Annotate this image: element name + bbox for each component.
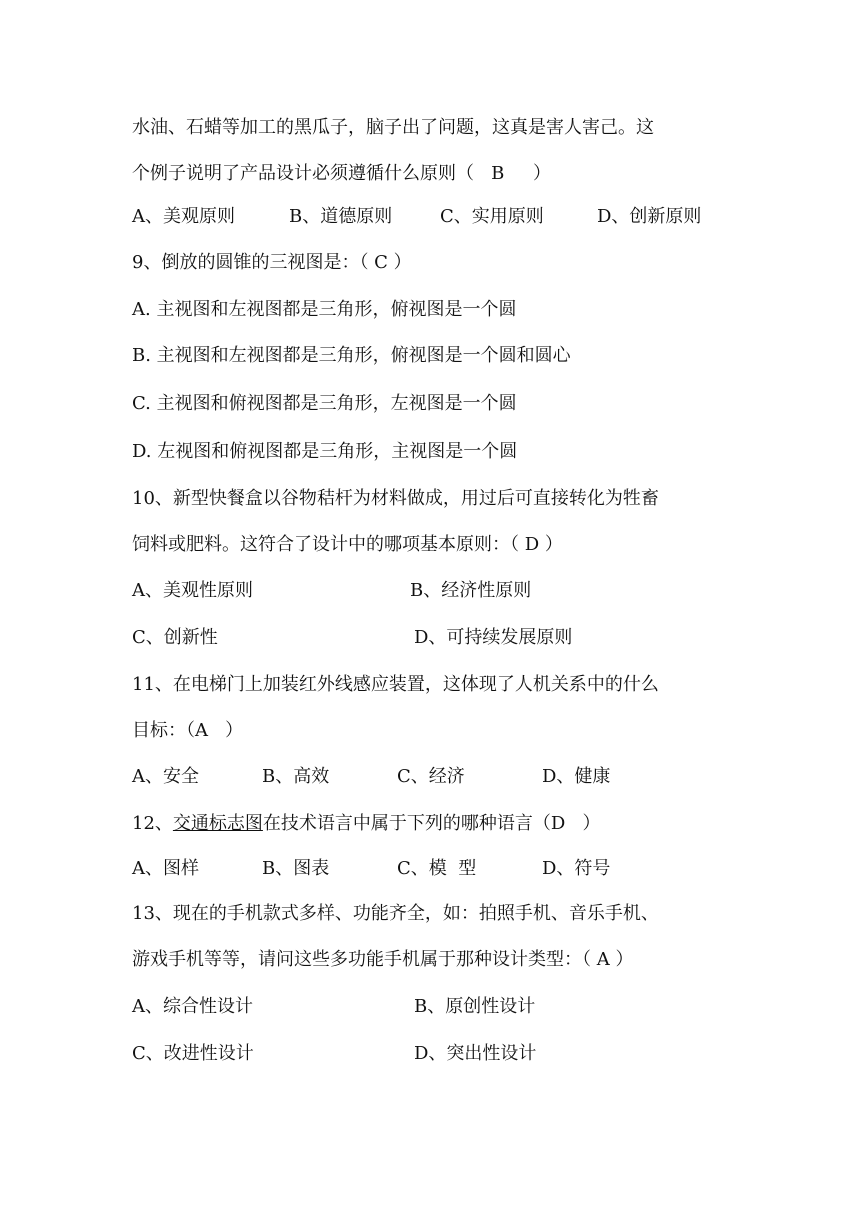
q10-option-c: C、创新性: [132, 627, 218, 648]
q11-option-a: A、安全: [132, 766, 199, 787]
q13-option-d: D、突出性设计: [414, 1043, 537, 1064]
q12-stem: [132, 812, 601, 836]
q10-option-b: B、经济性原则: [410, 580, 532, 601]
q12-option-c: C、模 型: [397, 858, 477, 879]
q11-option-d: D、健康: [542, 766, 611, 787]
q8-stem-line-1: 水油、石蜡等加工的黑瓜子，脑子出了问题，这真是害人害己。这: [132, 117, 654, 138]
q9-option-a: A. 主视图和左视图都是三角形，俯视图是一个圆: [132, 299, 517, 320]
q8-option-c: C、实用原则: [440, 206, 544, 227]
q9-option-b: B. 主视图和左视图都是三角形，俯视图是一个圆和圆心: [132, 345, 571, 366]
q10-option-a: A、美观性原则: [132, 580, 253, 601]
q13-options-row-2: [132, 1042, 732, 1066]
q10-options-row-1: [132, 579, 732, 603]
q8-options: [132, 205, 732, 229]
q10-stem-line-1: 10、新型快餐盒以谷物秸杆为材料做成，用过后可直接转化为牲畜: [132, 488, 659, 509]
q8-option-a: A、美观原则: [132, 206, 235, 227]
q13-option-c: C、改进性设计: [132, 1043, 254, 1064]
q11-options: [132, 765, 732, 789]
q11-option-c: C、经济: [397, 766, 465, 787]
q8-option-d: D、创新原则: [597, 206, 702, 227]
q10-options-row-2: [132, 626, 732, 650]
q13-option-b: B、原创性设计: [414, 996, 536, 1017]
q12-number: 12、: [132, 813, 173, 834]
q12-stem-rest: 在技术语言中属于下列的哪种语言（D ）: [262, 813, 601, 834]
q12-option-d: D、符号: [542, 858, 611, 879]
q11-option-b: B、高效: [262, 766, 330, 787]
q12-underlined-term: 交通标志图: [172, 813, 263, 834]
q9-stem: 9、倒放的圆锥的三视图是：（ C ）: [132, 252, 412, 273]
q10-stem-line-2: 饲料或肥料。这符合了设计中的哪项基本原则：（ D ）: [132, 534, 563, 555]
q13-stem-line-2: 游戏手机等等，请问这些多功能手机属于那种设计类型：（ A ）: [132, 949, 634, 970]
q13-option-a: A、综合性设计: [132, 996, 253, 1017]
q8-stem-line-2: 个例子说明了产品设计必须遵循什么原则（ B ）: [132, 163, 551, 184]
q11-stem-line-2: 目标：（A ）: [132, 720, 244, 741]
q10-option-d: D、可持续发展原则: [414, 627, 573, 648]
q13-stem-line-1: 13、现在的手机款式多样、功能齐全，如：拍照手机、音乐手机、: [132, 903, 659, 924]
q12-options: [132, 857, 732, 881]
q12-option-b: B、图表: [262, 858, 330, 879]
q12-option-a: A、图样: [132, 858, 199, 879]
q11-stem-line-1: 11、在电梯门上加装红外线感应装置，这体现了人机关系中的什么: [132, 674, 659, 695]
q13-options-row-1: [132, 995, 732, 1019]
q9-option-c: C. 主视图和俯视图都是三角形，左视图是一个圆: [132, 393, 517, 414]
q9-option-d: D. 左视图和俯视图都是三角形，主视图是一个圆: [132, 441, 518, 462]
q8-option-b: B、道德原则: [289, 206, 393, 227]
